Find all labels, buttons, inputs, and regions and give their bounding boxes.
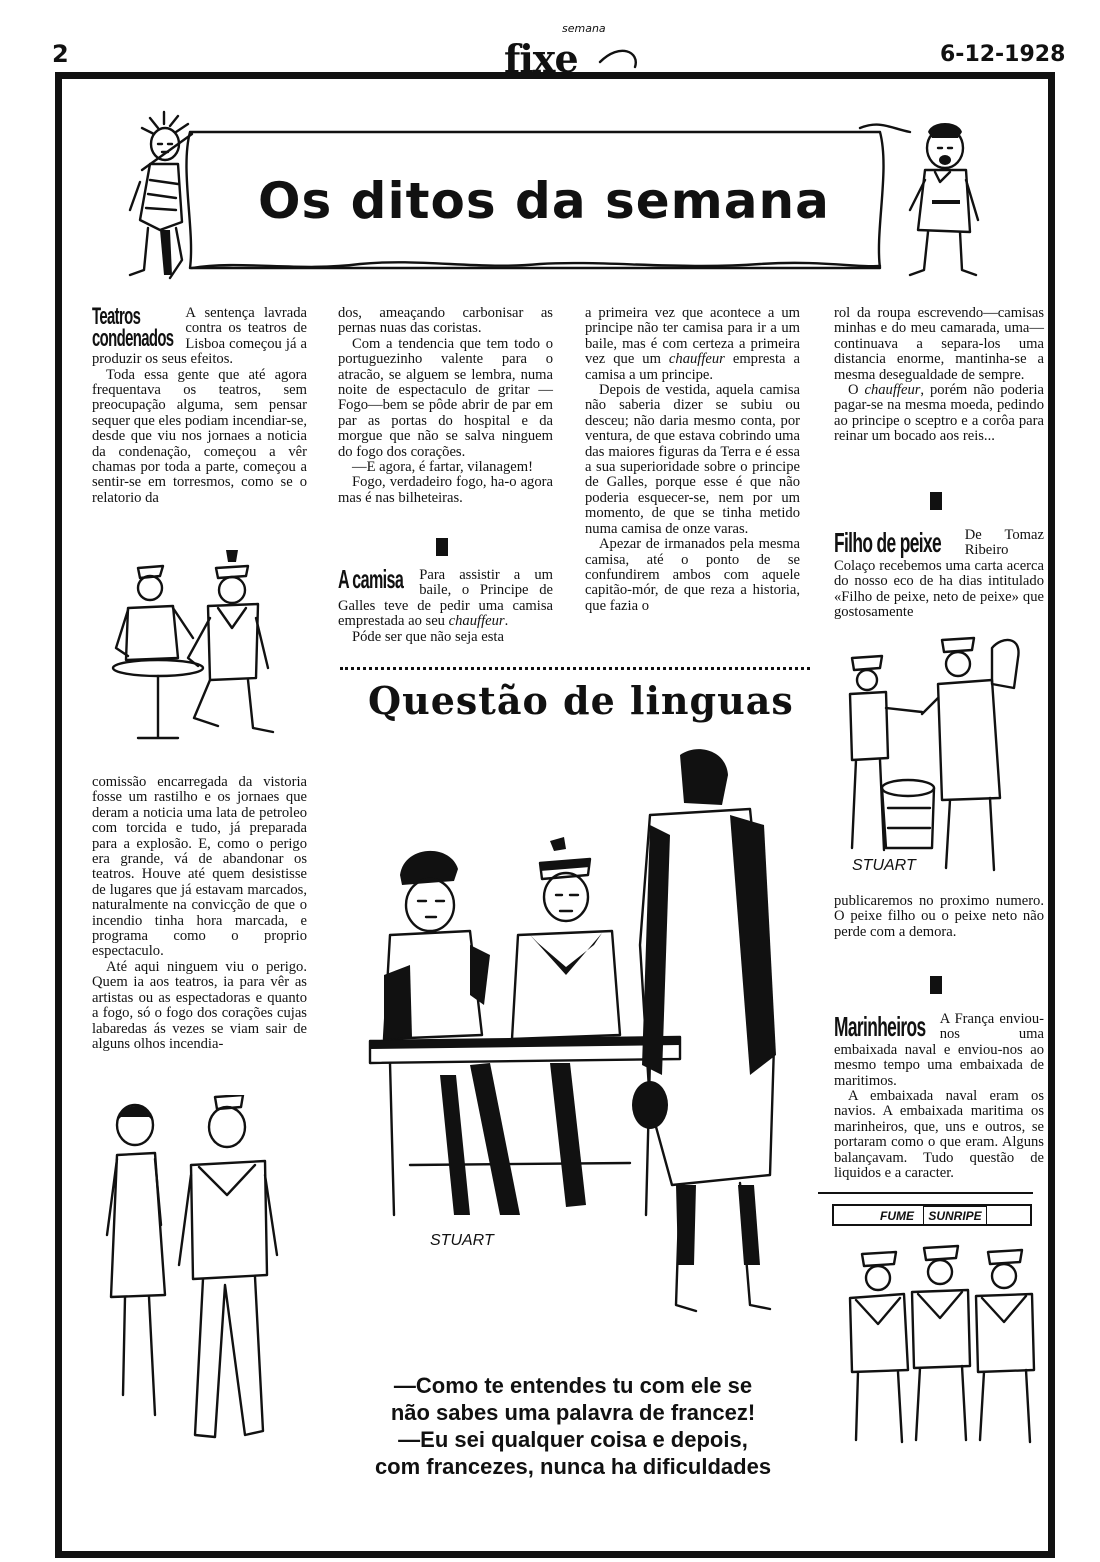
kicker-marinheiros: Marinheiros	[834, 1011, 926, 1042]
peixe-paragraph-2: publicaremos no proximo numero. O peixe filho ou o peixe neto não perde com a demora.	[834, 893, 1044, 940]
camisa-chauffeur-word: chauffeur	[448, 613, 505, 630]
couple-walking-illustration	[95, 1095, 280, 1455]
camisa-col3-p1a: a primeira vez que acontece a um principe não ter camisa para ir a um baile, mas é com certeza a primeira vez que um	[585, 305, 800, 368]
camisa-col4-paragraph-2	[834, 383, 1044, 445]
camisa-col3-paragraph-1	[585, 306, 800, 383]
caption-line-4: com francezes, nunca ha dificuldades	[374, 1454, 772, 1479]
marinheiros-lead: A França enviou-nos uma embaixada naval e enviou-nos ao mesmo tempo uma embaixada de maritimos.	[834, 1011, 1044, 1089]
article-teatros-col2	[338, 306, 553, 506]
camisa-col4-p2b: , porém não poderia pagar-se na mesma moeda, pedindo ao principe o sceptro e a corôa para reinar um bocado aos reis...	[834, 382, 1044, 445]
feature-illustration	[350, 745, 810, 1345]
sailors-at-table-illustration	[98, 548, 283, 748]
camisa-lead-end: .	[504, 613, 509, 630]
kicker-peixe: Filho de peixe	[834, 527, 942, 558]
issue-date: 6-12-1928	[940, 42, 1066, 67]
kicker-camisa: A camisa	[338, 564, 404, 594]
banner-title: Os ditos da semana	[258, 172, 830, 230]
article-teatros-col1-continued	[92, 775, 307, 1052]
section-separator-mark	[930, 492, 942, 510]
advert-word-1: FUME	[880, 1209, 914, 1223]
kicker-teatros-line2: condenados	[92, 325, 174, 352]
article-peixe-continued	[834, 894, 1044, 940]
right-clown-figure	[860, 123, 978, 275]
kicker-teatros	[92, 303, 174, 352]
masthead-title: fixe	[504, 36, 578, 81]
advert-rule	[818, 1192, 1033, 1194]
camisa-col4-paragraph-1: rol da roupa escrevendo—camisas minhas e do meu camarada, uma—continuava a separa-los uma distancia enorme, mantinha-se a mesma desegualdade de sempre.	[834, 305, 1044, 383]
article-camisa-col2	[338, 564, 553, 645]
feature-top-rule	[340, 667, 810, 672]
kicker-teatros-line1: Teatros	[92, 303, 141, 330]
camisa-col3-paragraph-3: Apezar de irmanados pela mesma camisa, até o ponto de se confundirem ambos com aquele capitão-mór, de que reza a historia, que fazia o	[585, 536, 800, 614]
feature-caption	[338, 1372, 808, 1480]
page-number: 2	[52, 40, 69, 68]
teatros-paragraph-2: comissão encarregada da vistoria fosse um rastilho e os jornaes que deram a noticia uma lata de petroleo com torcida e tudo, já preparada para a explosão. E, como o perigo era grande, vá de abandonar os teatros. Houve até quem desistisse de lugares que já estavam marcados, naturalmente na convicção de que o incendio tinha hora marcada, e programa como o proprio espectaculo.	[92, 774, 307, 960]
caption-line-1: —Como te entendes tu com ele se	[393, 1373, 753, 1398]
camisa-col4-p2a: O	[848, 382, 859, 399]
teatros-col2-paragraph-1: dos, ameaçando carbonisar as pernas nuas das coristas.	[338, 305, 553, 337]
teatros-paragraph-1: Toda essa gente que até agora frequentava os teatros, sem preocupação alguma, sem pensar sequer que eles podiam incendiar-se, desde que viu nos jornaes a noticia da condenação, começou a vêr chamas por toda a parte, começou a sentir-se em torresmos, como se o relatorio da	[92, 366, 307, 506]
teatros-col2-paragraph-2: Com a tendencia que tem todo o portuguezinho valente para o atracão, se alguem se lembra, numa noite de espectaculo de gritar —Fogo—bem se pôde abrir de par em par as portas do hospital e da morgue que não se salva ninguem do fogo dos corações.	[338, 335, 553, 460]
advert-word-2: SUNRIPE	[923, 1206, 986, 1226]
section-separator-mark	[436, 538, 448, 556]
caption-line-2: não sabes uma palavra de francez!	[390, 1400, 756, 1425]
masthead-swash	[500, 22, 650, 78]
camisa-col4-chauffeur-word: chauffeur	[864, 382, 921, 399]
marinheiros-paragraph-2: A embaixada naval eram os navios. A embaixada maritima os marinheiros, que, uns e outros, se portaram como o que eram. Alguns balançavam. Tudo questão de liquidos e a caracter.	[834, 1088, 1044, 1182]
camisa-lead-text: Para assistir a um baile, o Principe de Galles teve de pedir uma camisa emprestada ao seu	[338, 567, 553, 630]
camisa-paragraph-2: Póde ser que não seja esta	[352, 628, 504, 645]
artist-signature: STUART	[852, 857, 916, 874]
section-separator-mark	[930, 976, 942, 994]
article-camisa-col3	[585, 306, 800, 614]
masthead-tag: semana	[562, 22, 606, 35]
article-marinheiros	[834, 1012, 1044, 1181]
teatros-col2-paragraph-3: —E agora, é fartar, vilanagem!	[352, 459, 533, 476]
masthead-logo	[500, 22, 650, 81]
peixe-lead: De Tomaz Ribeiro Colaço recebemos uma carta acerca do nosso eco de ha dias intitulado «Filho de peixe, neto de peixe» que gostosamente	[834, 527, 1044, 621]
camisa-col3-p1b: empresta a camisa a um principe.	[585, 351, 800, 383]
article-peixe	[834, 528, 1044, 620]
sailor-handshake-illustration	[842, 628, 1037, 878]
three-sailors-illustration	[840, 1240, 1045, 1450]
feature-title: Questão de linguas	[368, 678, 794, 723]
article-teatros-col1	[92, 303, 307, 506]
camisa-col3-chauffeur-word: chauffeur	[668, 351, 725, 368]
advert-sign	[832, 1204, 1032, 1226]
teatros-paragraph-3: Até aqui ninguem viu o perigo. Quem ia aos teatros, ia para vêr as artistas ou as espectadoras e quanto a fogo, só o fogo dos corações cujas labaredas ás vezes se viam sair de alguns olhos incendia-	[92, 958, 307, 1052]
feature-artist-signature: STUART	[430, 1232, 494, 1249]
article-camisa-col4	[834, 306, 1044, 445]
teatros-col2-paragraph-4: Fogo, verdadeiro fogo, ha-o agora mas é nas bilheteiras.	[338, 474, 553, 506]
teatros-lead: A sentença lavrada contra os teatros de Lisboa começou já a produzir os seus efeitos.	[92, 305, 307, 368]
caption-line-3: —Eu sei qualquer coisa e depois,	[398, 1427, 748, 1452]
camisa-col3-paragraph-2: Depois de vestida, aquela camisa não saberia dizer se subiu ou desceu; não daria mesmo conta, por ventura, de que estava cobrindo uma das maiores figuras da Terra e é essa a sua superioridade sobre o principe de Galles, porque esse é que não poderia esquecer-se, nem por um momento, de que se tinha metido numa camisa de onze varas.	[585, 382, 800, 537]
left-jester-figure	[130, 112, 192, 278]
